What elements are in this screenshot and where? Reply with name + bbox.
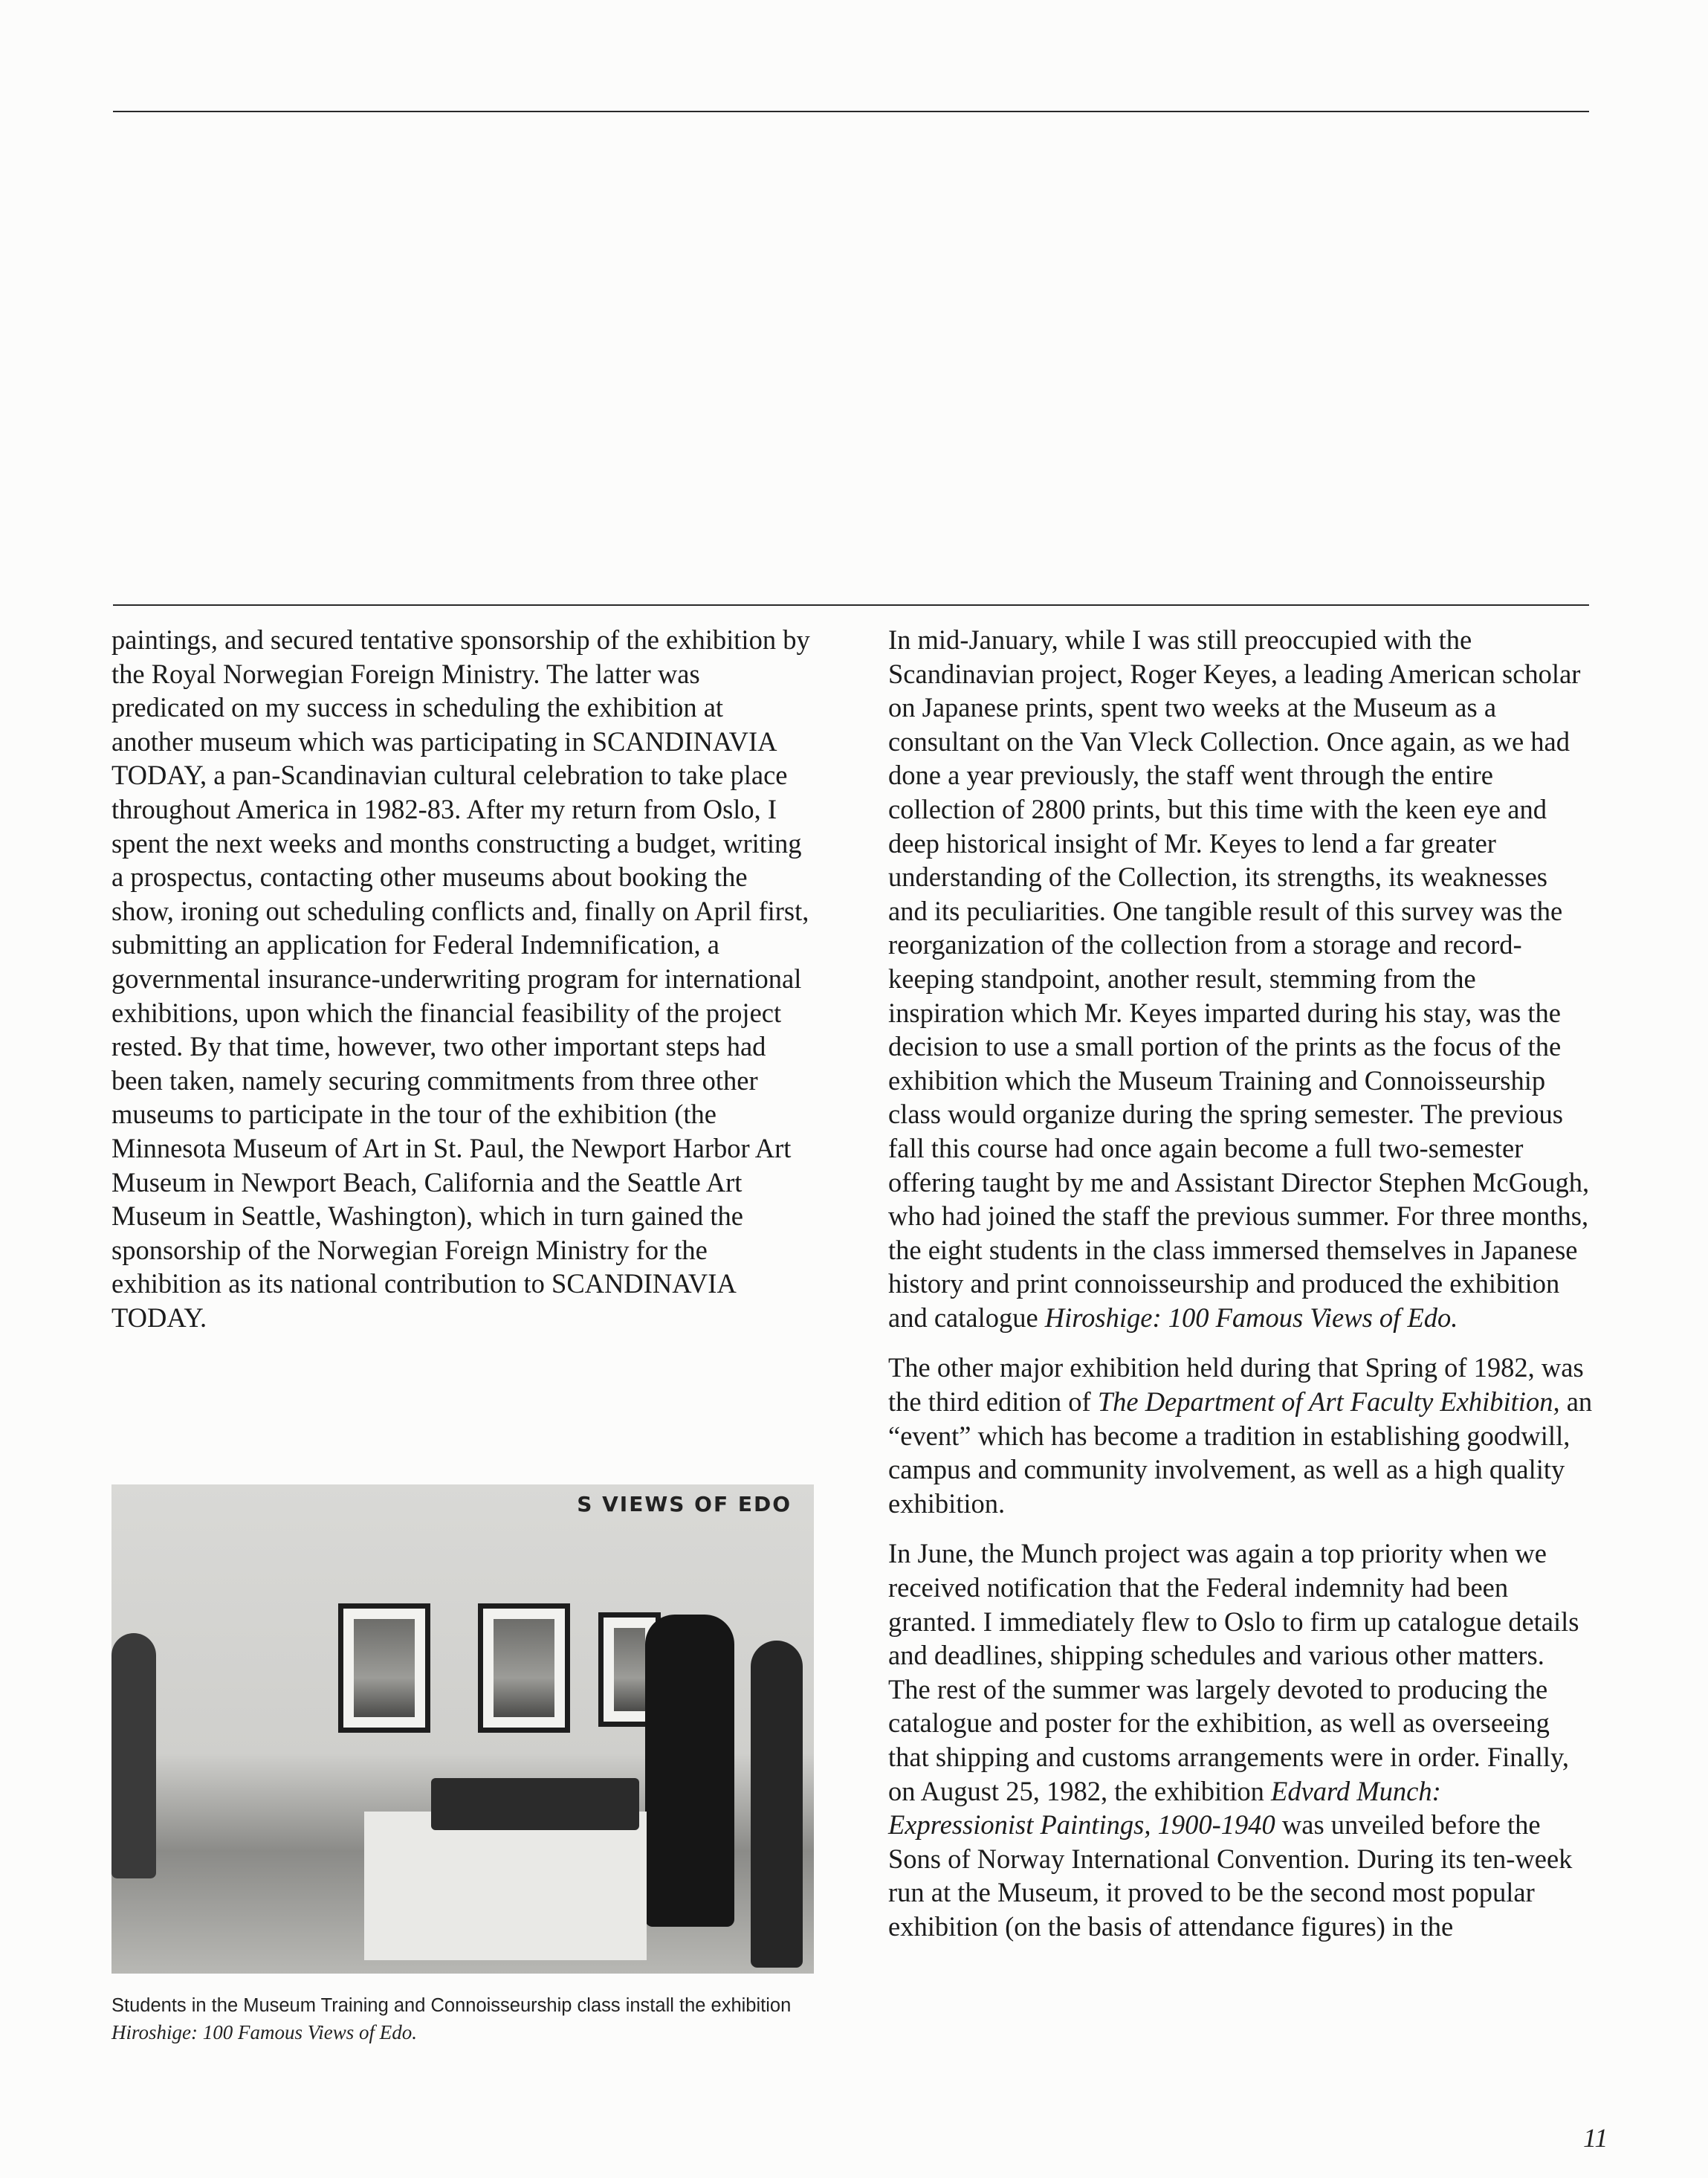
right-paragraph-3 [888, 1536, 1593, 1943]
student-figure [111, 1633, 156, 1878]
page-number: 11 [1583, 2123, 1608, 2153]
paragraph-text: The other major exhibition held during that Spring of 1982, was the third edition of [888, 1352, 1584, 1418]
exhibition-install-photo [111, 1484, 814, 1974]
exhibition-title: Hiroshige: 100 Famous Views of Edo. [1044, 1302, 1458, 1333]
caption-title: Hiroshige: 100 Famous Views of Edo. [111, 2021, 417, 2043]
left-column [111, 623, 810, 1351]
paragraph-text: was unveiled before the Sons of Norway International Convention. During its ten-week run at the Museum, it proved to be the second most popular exhibition (on the basis of attendance figures) in the [888, 1809, 1573, 1942]
photo-caption [111, 1992, 825, 2046]
photo-wall-text: S VIEWS OF EDO [577, 1492, 792, 1516]
column-top-rule [113, 604, 1589, 606]
work-table [364, 1812, 647, 1960]
left-paragraph-1: paintings, and secured tentative sponsorship of the exhibition by the Royal Norwegian Foreign Ministry. The latter was predicated on my success in scheduling the exhibition at another museum which was participating in SCANDINAVIA TODAY, a pan-Scandinavian cultural celebration to take place throughout America in 1982-83. After my return from Oslo, I spent the next weeks and months constructing a budget, writing a prospectus, contacting other museums about booking the show, ironing out scheduling conflicts and, finally on April first, submitting an application for Federal Indemnification, a governmental insurance-underwriting program for international exhibitions, upon which the financial feasibility of the project rested. By that time, however, two other important steps had been taken, namely securing commitments from three other museums to participate in the tour of the exhibition (the Minnesota Museum of Art in St. Paul, the Newport Harbor Art Museum in Newport Beach, California and the Seattle Art Museum in Seattle, Washington), which in turn gained the sponsorship of the Norwegian Foreign Ministry for the exhibition as its national contribution to SCANDINAVIA TODAY. [111, 624, 810, 1333]
top-rule [113, 111, 1589, 112]
student-figure [751, 1641, 803, 1968]
caption-text: Students in the Museum Training and Connoisseurship class install the exhibition [111, 1995, 792, 2016]
right-paragraph-1 [888, 623, 1593, 1334]
right-paragraph-2 [888, 1351, 1593, 1520]
exhibition-title: The Department of Art Faculty Exhibition, [1097, 1386, 1560, 1418]
exhibition-title: Edvard Munch: Expressionist Paintings, 1900-1940 [888, 1775, 1441, 1841]
student-figure [645, 1615, 734, 1927]
paragraph-text: an “event” which has become a tradition in establishing goodwill, campus and community involvement, as well as a high quality exhibition. [888, 1386, 1593, 1519]
framed-print [338, 1603, 430, 1733]
framed-print [478, 1603, 570, 1733]
right-column [888, 623, 1593, 1960]
paragraph-text: In mid-January, while I was still preoccupied with the Scandinavian project, Roger Keyes, a leading American scholar on Japanese prints, spent two weeks at the Museum as a consultant on the Van Vleck Collection. Once again, as we had done a year previously, the staff went through the entire collection of 2800 prints, but this time with the keen eye and deep historical insight of Mr. Keyes to lend a far greater understanding of the Collection, its strengths, its weaknesses and its peculiarities. One tangible result of this survey was the reorganization of the collection from a storage and record-keeping standpoint, another result, stemming from the inspiration which Mr. Keyes imparted during his stay, was the decision to use a small portion of the prints as the focus of the exhibition which the Museum Training and Connoisseurship class would organize during the spring semester. The previous fall this course had once again become a full two-semester offering taught by me and Assistant Director Stephen McGough, who had joined the staff the previous summer. For three months, the eight students in the class immersed themselves in Japanese history and print connoisseurship and produced the exhibition and catalogue [888, 624, 1590, 1333]
paragraph-text: In June, the Munch project was again a top priority when we received notification that the Federal indemnity had been granted. I immediately flew to Oslo to firm up catalogue details and deadlines, shipping schedules and various other matters. The rest of the summer was largely devoted to producing the catalogue and poster for the exhibition, as well as overseeing that shipping and customs arrangements were in order. Finally, on August 25, 1982, the exhibition [888, 1538, 1579, 1806]
table-display [431, 1778, 639, 1830]
